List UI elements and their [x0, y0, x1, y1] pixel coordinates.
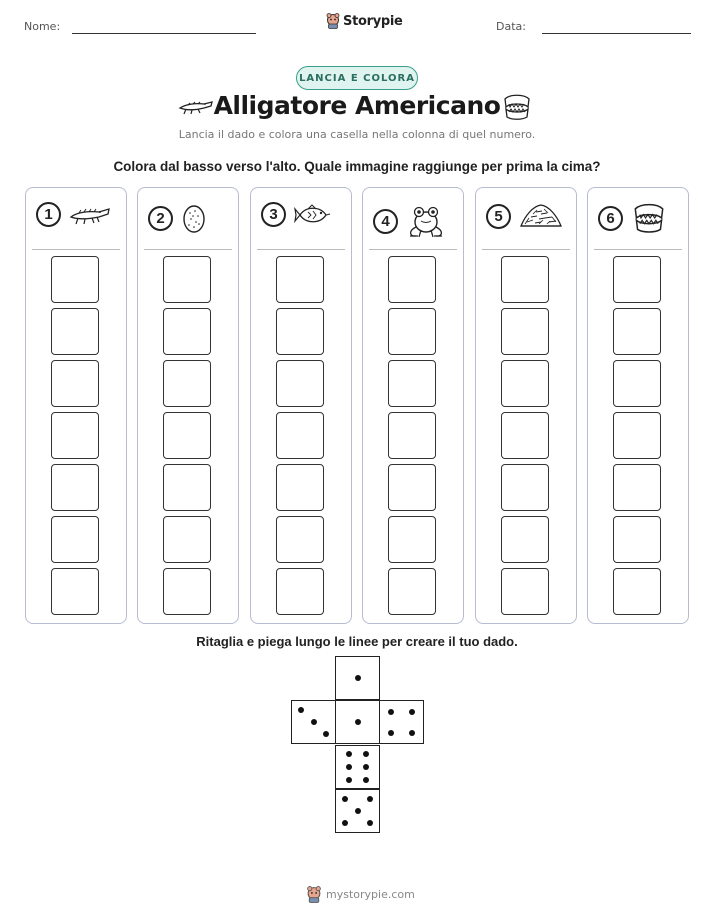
column-divider	[257, 249, 345, 250]
column-header	[486, 202, 563, 230]
brand-logo	[326, 13, 403, 29]
activity-badge: LANCIA E COLORA	[296, 66, 418, 90]
color-box[interactable]	[501, 308, 549, 355]
die-face-1	[335, 700, 380, 744]
die-face-6	[335, 745, 380, 789]
name-line	[72, 33, 256, 34]
fish-icon	[294, 203, 334, 227]
color-box[interactable]	[501, 256, 549, 303]
color-box[interactable]	[501, 464, 549, 511]
storypie-mascot-icon	[306, 886, 322, 903]
page-subtitle: Lancia il dado e colora una casella nella colonna di quel numero.	[178, 128, 536, 141]
color-box[interactable]	[276, 308, 324, 355]
color-box[interactable]	[163, 360, 211, 407]
color-box[interactable]	[276, 412, 324, 459]
die-pip	[409, 730, 415, 736]
die-pip	[388, 730, 394, 736]
column-divider	[482, 249, 570, 250]
column-header	[598, 202, 667, 234]
die-pip	[355, 675, 361, 681]
die-face-4	[379, 700, 424, 744]
column-header	[261, 202, 334, 227]
column-divider	[144, 249, 232, 250]
die-pip	[346, 777, 352, 783]
date-label: Data:	[496, 20, 526, 33]
alligator-jaws-icon	[631, 202, 667, 234]
color-box[interactable]	[613, 412, 661, 459]
column-header	[373, 202, 446, 240]
nest-mound-icon	[519, 202, 563, 230]
color-box[interactable]	[613, 516, 661, 563]
date-line	[542, 33, 691, 34]
footer-url: mystorypie.com	[326, 888, 415, 901]
page-title: Alligatore Americano	[213, 91, 501, 120]
die-pip	[367, 796, 373, 802]
color-box[interactable]	[276, 464, 324, 511]
die-pip	[342, 796, 348, 802]
color-box[interactable]	[501, 568, 549, 615]
color-box[interactable]	[501, 516, 549, 563]
color-box[interactable]	[276, 360, 324, 407]
column-header	[36, 202, 111, 227]
die-pip	[388, 709, 394, 715]
color-box[interactable]	[51, 360, 99, 407]
die-number: 6	[598, 206, 623, 231]
color-box[interactable]	[388, 516, 436, 563]
column-2	[137, 187, 239, 624]
die-pip	[342, 820, 348, 826]
color-box[interactable]	[501, 412, 549, 459]
die-pip	[363, 764, 369, 770]
color-box[interactable]	[613, 256, 661, 303]
die-pip	[363, 751, 369, 757]
column-1	[25, 187, 127, 624]
column-header	[148, 202, 207, 234]
color-box[interactable]	[388, 464, 436, 511]
color-box[interactable]	[163, 412, 211, 459]
color-box[interactable]	[613, 464, 661, 511]
die-pip	[298, 707, 304, 713]
color-box[interactable]	[388, 308, 436, 355]
alligator-jaws-icon	[502, 93, 532, 121]
column-divider	[594, 249, 682, 250]
die-pip	[346, 751, 352, 757]
color-box[interactable]	[163, 464, 211, 511]
name-label: Nome:	[24, 20, 61, 33]
color-box[interactable]	[613, 360, 661, 407]
die-pip	[323, 731, 329, 737]
color-box[interactable]	[163, 308, 211, 355]
die-face-1	[335, 656, 380, 700]
footer	[306, 886, 415, 903]
color-box[interactable]	[276, 516, 324, 563]
color-box[interactable]	[51, 464, 99, 511]
die-pip	[346, 764, 352, 770]
color-box[interactable]	[51, 308, 99, 355]
die-number: 1	[36, 202, 61, 227]
color-box[interactable]	[163, 516, 211, 563]
color-box[interactable]	[51, 568, 99, 615]
column-6	[587, 187, 689, 624]
die-pip	[311, 719, 317, 725]
coloring-instruction: Colora dal basso verso l'alto. Quale immagine raggiunge per prima la cima?	[113, 159, 601, 174]
die-number: 4	[373, 209, 398, 234]
die-pip	[367, 820, 373, 826]
die-pip	[355, 808, 361, 814]
column-3	[250, 187, 352, 624]
color-box[interactable]	[163, 256, 211, 303]
color-box[interactable]	[388, 568, 436, 615]
color-box[interactable]	[501, 360, 549, 407]
color-box[interactable]	[163, 568, 211, 615]
cut-instruction: Ritaglia e piega lungo le linee per creare il tuo dado.	[196, 634, 518, 649]
color-box[interactable]	[388, 256, 436, 303]
color-box[interactable]	[276, 568, 324, 615]
color-box[interactable]	[51, 256, 99, 303]
color-box[interactable]	[51, 516, 99, 563]
brand-name: Storypie	[343, 13, 403, 29]
alligator-icon	[69, 203, 111, 227]
color-box[interactable]	[613, 568, 661, 615]
column-5	[475, 187, 577, 624]
frog-icon	[406, 202, 446, 240]
storypie-mascot-icon	[326, 13, 340, 29]
die-pip	[355, 719, 361, 725]
color-box[interactable]	[51, 412, 99, 459]
die-pip	[363, 777, 369, 783]
color-box[interactable]	[388, 412, 436, 459]
column-4	[362, 187, 464, 624]
color-box[interactable]	[388, 360, 436, 407]
die-number: 5	[486, 204, 511, 229]
die-face-3	[291, 700, 336, 744]
die-pip	[409, 709, 415, 715]
die-face-5	[335, 789, 380, 833]
column-divider	[32, 249, 120, 250]
egg-icon	[181, 202, 207, 234]
die-number: 2	[148, 206, 173, 231]
color-box[interactable]	[613, 308, 661, 355]
color-box[interactable]	[276, 256, 324, 303]
column-divider	[369, 249, 457, 250]
die-number: 3	[261, 202, 286, 227]
